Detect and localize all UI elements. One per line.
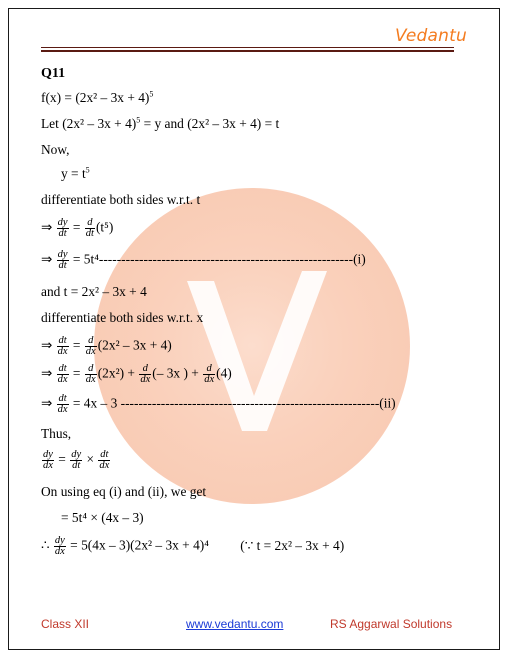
footer-class: Class XII xyxy=(41,617,90,631)
header-rule-thin xyxy=(41,47,454,48)
fraction-d-dx: $\frac{d}{dx}$ xyxy=(140,363,151,385)
vedantu-logo: Vedantu xyxy=(395,26,467,46)
fraction-dt-dx: $\frac{dt}{dx}$ xyxy=(57,393,68,415)
step-term-by-term: ⇒ $\frac{dt}{dx}$ = $\frac{d}{dx}$ (2x²) + $\frac{d}{dx}$ (– 3x ) + $\frac{d}{dx}$ (4) xyxy=(41,363,232,385)
final-answer: ∴ $\frac{dy}{dx}$ = 5(4x – 3)(2x² – 3x + 4)⁴ (∵ t = 2x² – 3x + 4) xyxy=(41,535,345,557)
equation-ii: ⇒ $\frac{dt}{dx}$ = 4x – 3 ----------------------------------------------------------(ii) xyxy=(41,393,396,415)
using-equations: On using eq (i) and (ii), we get xyxy=(41,484,207,499)
y-equals-t5: $y = t^5$ xyxy=(61,165,90,181)
now-label: Now, xyxy=(41,142,70,157)
fraction-dy-dx: $\frac{dy}{dx}$ xyxy=(43,449,53,471)
question-label: Q11 xyxy=(41,66,66,81)
t-definition: and t = 2x² – 3x + 4 xyxy=(41,284,147,299)
fraction-dy-dt: $\frac{dy}{dt}$ xyxy=(57,217,68,239)
footer-website-link[interactable]: www.vedantu.com xyxy=(186,617,284,631)
fraction-d-dx: $\frac{d}{dx}$ xyxy=(85,363,96,385)
substitution-line: Let $(2x^2 - 3x + 4)^5 = y$ and (2x² – 3x + 4) = t xyxy=(41,115,280,131)
footer-book-title: RS Aggarwal Solutions xyxy=(330,617,453,631)
differentiate-wrt-t: differentiate both sides w.r.t. t xyxy=(41,192,201,207)
fraction-dt-dx: $\frac{dt}{dx}$ xyxy=(57,363,68,385)
step-dt-dx-derivative: ⇒ $\frac{dt}{dx}$ = $\frac{d}{dx}$ (2x² – 3x + 4) xyxy=(41,335,172,357)
fraction-d-dx: $\frac{d}{dx}$ xyxy=(204,363,215,385)
thus-label: Thus, xyxy=(41,426,72,441)
equation-i: ⇒ $\frac{dy}{dt}$ = 5t⁴---------------------------------------------------------(i) xyxy=(41,249,366,271)
fraction-dy-dx: $\frac{dy}{dx}$ xyxy=(54,535,65,557)
differentiate-wrt-x: differentiate both sides w.r.t. x xyxy=(41,310,204,325)
fraction-dt-dx: $\frac{dt}{dx}$ xyxy=(99,449,110,471)
function-definition: $f(x) = (2x^2 - 3x + 4)^5$ xyxy=(41,89,154,105)
chain-rule: $\frac{dy}{dx}$ = $\frac{dy}{dt}$ × $\frac{dt}{dx}$ xyxy=(43,449,110,471)
fraction-dy-dt: $\frac{dy}{dt}$ xyxy=(57,249,68,271)
fraction-dt-dx: $\frac{dt}{dx}$ xyxy=(57,335,68,357)
header-rule-thick xyxy=(41,50,454,52)
substituted-result: = 5t⁴ × (4x – 3) xyxy=(61,510,144,525)
step-dy-dt-derivative: ⇒ $\frac{dy}{dt}$ = $\frac{d}{dt}$ (t⁵) xyxy=(41,217,114,239)
fraction-d-dx: $\frac{d}{dx}$ xyxy=(85,335,96,357)
fraction-d-dt: $\frac{d}{dt}$ xyxy=(85,217,94,239)
fraction-dy-dt: $\frac{dy}{dt}$ xyxy=(71,449,82,471)
